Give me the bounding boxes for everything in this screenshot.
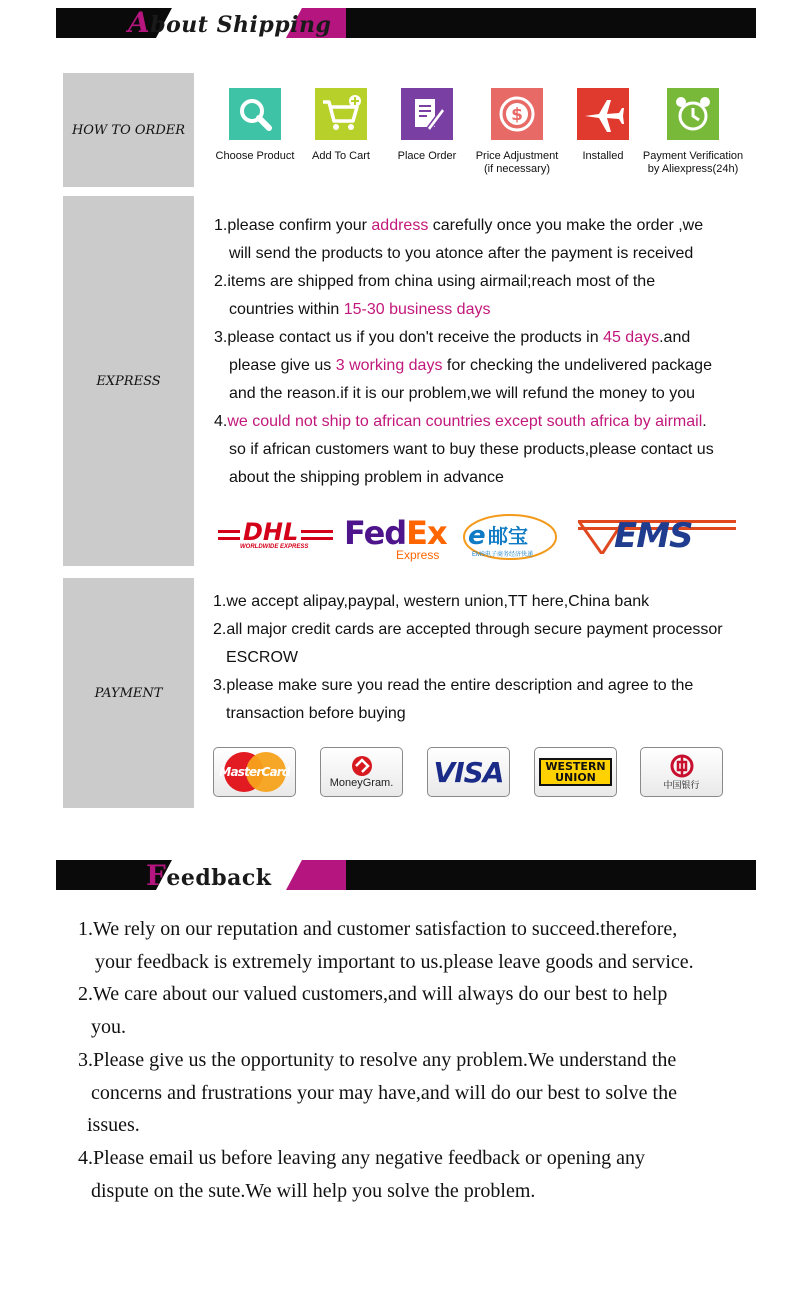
feedback-line: dispute on the sute.We will help you solve the problem. bbox=[91, 1179, 536, 1202]
payment-line: 1.we accept alipay,paypal, western union,TT here,China bank bbox=[213, 593, 650, 610]
feedback-line: concerns and frustrations your may have,and will do our best to solve the bbox=[91, 1081, 677, 1104]
how-to-order-label: HOW TO ORDER bbox=[63, 73, 194, 187]
moneygram-logo: MoneyGram. bbox=[320, 747, 403, 797]
step-installed bbox=[558, 88, 648, 163]
alarm-clock-icon bbox=[667, 88, 719, 140]
step-label: Choose Product bbox=[215, 150, 295, 162]
cart-icon bbox=[315, 88, 367, 140]
step-label: Add To Cart bbox=[312, 150, 370, 162]
payment-line: ESCROW bbox=[226, 649, 298, 666]
e-ems-logo: e 邮宝 EMS电子商务经济快递 bbox=[462, 512, 558, 562]
step-label: Payment Verification by Aliexpress(24h) bbox=[642, 150, 744, 175]
express-line: 1.please confirm your address carefully once you make the order ,we bbox=[214, 217, 704, 234]
step-place-order bbox=[382, 88, 472, 163]
express-line: so if african customers want to buy these products,please contact us bbox=[229, 441, 714, 458]
express-line: please give us 3 working days for checking the undelivered package bbox=[229, 357, 712, 374]
step-price-adjustment bbox=[471, 88, 563, 176]
express-line: will send the products to you atonce after the payment is received bbox=[229, 245, 694, 262]
ems-logo: EMS bbox=[578, 518, 738, 556]
dollar-icon bbox=[491, 88, 543, 140]
fedex-logo: FedEx Express bbox=[344, 514, 447, 562]
step-label: Price Adjustment (if necessary) bbox=[475, 150, 559, 175]
feedback-line: 1.We rely on our reputation and customer satisfaction to succeed.therefore, bbox=[78, 918, 678, 940]
step-choose-product bbox=[210, 88, 300, 163]
express-line: about the shipping problem in advance bbox=[229, 469, 504, 486]
express-line: countries within 15-30 business days bbox=[229, 301, 491, 318]
feedback-line: 2.We care about our valued customers,and will always do our best to help bbox=[78, 983, 668, 1006]
feedback-text bbox=[78, 913, 778, 1207]
magnifier-icon bbox=[229, 88, 281, 140]
about-shipping-title: About Shipping bbox=[128, 6, 332, 39]
express-label: EXPRESS bbox=[63, 196, 194, 566]
bank-of-china-logo: 中国银行 bbox=[640, 747, 723, 797]
feedback-header bbox=[56, 860, 756, 890]
pencil-paper-icon bbox=[401, 88, 453, 140]
payment-label: PAYMENT bbox=[63, 578, 194, 808]
airplane-icon bbox=[577, 88, 629, 140]
svg-text:e: e bbox=[468, 521, 486, 551]
header-bar-right bbox=[346, 8, 756, 38]
western-union-logo: WESTERN UNION bbox=[534, 747, 617, 797]
feedback-line: your feedback is extremely important to us.please leave goods and service. bbox=[95, 950, 694, 973]
express-line: 4.we could not ship to african countries except south africa by airmail. bbox=[214, 413, 707, 430]
payment-line: transaction before buying bbox=[226, 705, 406, 722]
feedback-line: issues. bbox=[87, 1114, 140, 1137]
payment-line: 2.all major credit cards are accepted through secure payment processor bbox=[213, 621, 723, 638]
about-shipping-header bbox=[56, 8, 756, 38]
express-text bbox=[214, 212, 774, 492]
step-label: Place Order bbox=[397, 150, 457, 162]
feedback-line: 3.Please give us the opportunity to resolve any problem.We understand the bbox=[78, 1048, 677, 1071]
feedback-title: Feedback bbox=[146, 859, 272, 892]
express-line: and the reason.if it is our problem,we will refund the money to you bbox=[229, 385, 696, 402]
header-bar-right bbox=[346, 860, 756, 890]
express-line: 2.items are shipped from china using airmail;reach most of the bbox=[214, 273, 656, 290]
express-line: 3.please contact us if you don't receive the products in 45 days.and bbox=[214, 329, 691, 346]
feedback-line: 4.Please email us before leaving any negative feedback or opening any bbox=[78, 1146, 646, 1169]
payment-line: 3.please make sure you read the entire description and agree to the bbox=[213, 677, 694, 694]
dhl-logo: DHL WORLDWIDE EXPRESS bbox=[218, 520, 333, 552]
svg-text:$: $ bbox=[511, 105, 523, 125]
feedback-line: you. bbox=[91, 1016, 126, 1039]
mastercard-logo: MasterCard bbox=[213, 747, 296, 797]
step-add-to-cart bbox=[296, 88, 386, 163]
visa-logo: VISA bbox=[427, 747, 510, 797]
payment-text bbox=[213, 588, 773, 728]
step-payment-verification bbox=[640, 88, 746, 176]
step-label: Installed bbox=[582, 150, 624, 162]
